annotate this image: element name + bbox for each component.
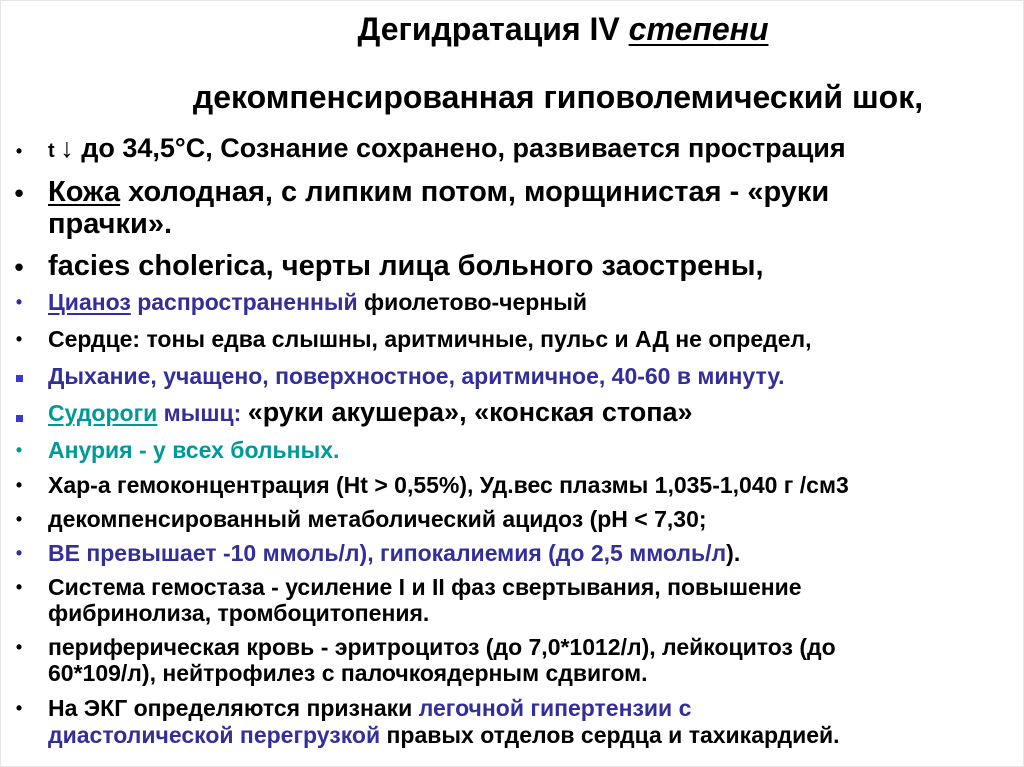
bullet-dot-icon: • bbox=[15, 637, 23, 657]
list-item-text: Система гемостаза - усиление I и II фаз свертывания, повышение bbox=[48, 574, 802, 600]
list-item-text-part: ↓ до 34,5°С, Сознание сохранено, развивается прострация bbox=[60, 133, 846, 163]
bullet-dot-icon: • bbox=[15, 141, 23, 161]
bullet-dot-icon: • bbox=[14, 178, 24, 208]
list-item-text: Дыхание, учащено, поверхностное, аритмичное, 40-60 в минуту. bbox=[48, 363, 785, 389]
list-item-text-part: фибринолиза, тромбоцитопения. bbox=[48, 600, 430, 626]
bullet-dot-icon: • bbox=[15, 440, 23, 460]
list-item-text-part: мышц: bbox=[157, 400, 248, 426]
list-item-text: периферическая кровь - эритроцитоз (до 7,0*1012/л), лейкоцитоз (до bbox=[48, 634, 836, 660]
bullet-dot-icon: • bbox=[15, 292, 23, 312]
title-emphasis: степени bbox=[628, 11, 769, 47]
list-item-text-line2 bbox=[48, 722, 840, 749]
list-item-text-part: Цианоз bbox=[48, 289, 131, 315]
list-item-text: facies cholerica, черты лица больного заострены, bbox=[48, 250, 764, 282]
bullet-dot-icon: • bbox=[14, 252, 24, 282]
title-main: Дегидратация IV bbox=[357, 11, 629, 47]
list-item-text-part: На ЭКГ определяются признаки bbox=[48, 695, 419, 721]
bullet-square-icon bbox=[9, 409, 29, 427]
bullet-dot-icon: • bbox=[15, 475, 23, 495]
list-item-text-part: фиолетово-черный bbox=[357, 289, 588, 315]
list-item-text-part: распространенный bbox=[130, 289, 358, 315]
list-item-text-part: диастолической перегрузкой bbox=[48, 722, 381, 748]
list-item-text: Хар-а гемоконцентрация (Ht > 0,55%), Уд.вес плазмы 1,035-1,040 г /см3 bbox=[48, 472, 849, 498]
bullet-square-icon bbox=[9, 369, 29, 387]
list-item-text bbox=[48, 133, 846, 164]
list-item-text bbox=[48, 289, 587, 316]
list-item-text bbox=[48, 540, 740, 567]
list-item-text-part: ). bbox=[726, 540, 741, 566]
bullet-dot-icon: • bbox=[15, 543, 23, 563]
list-item-text-part: t bbox=[48, 140, 61, 162]
list-item-text-part: Судороги bbox=[48, 400, 158, 426]
list-item-text-part: холодная, с липким потом, морщинистая - «руки bbox=[120, 176, 830, 208]
bullet-dot-icon: • bbox=[15, 329, 23, 349]
slide-subtitle: декомпенсированная гиповолемический шок, bbox=[192, 79, 924, 115]
bullet-dot-icon: • bbox=[15, 698, 23, 718]
list-item-text: Сердце: тоны едва слышны, аритмичные, пульс и АД не определ, bbox=[48, 326, 812, 352]
list-item-text-part: BE превышает -10 ммоль/л), гипокалиемия (до 2,5 ммоль/л bbox=[48, 540, 727, 566]
list-item-text bbox=[48, 176, 829, 209]
list-item-text bbox=[48, 695, 691, 722]
list-item-text: Анурия - у всех больных. bbox=[48, 437, 340, 463]
list-item-text-part: прачки». bbox=[48, 208, 173, 240]
list-item-text: декомпенсированный метаболический ацидоз (рН < 7,30; bbox=[48, 506, 707, 532]
list-item-text-part: легочной гипертензии с bbox=[418, 695, 692, 721]
bullet-dot-icon: • bbox=[15, 577, 23, 597]
slide-title bbox=[1, 11, 1024, 48]
list-item-text-part: Кожа bbox=[48, 176, 121, 208]
list-item-text-part: правых отделов сердца и тахикардией. bbox=[380, 722, 840, 748]
list-item-text-part: 60*109/л), нейтрофилез с палочкоядерным сдвигом. bbox=[48, 660, 648, 686]
list-item-text bbox=[48, 397, 693, 428]
bullet-dot-icon: • bbox=[15, 509, 23, 529]
list-item-text-part: «руки акушера», «конская стопа» bbox=[247, 397, 693, 427]
